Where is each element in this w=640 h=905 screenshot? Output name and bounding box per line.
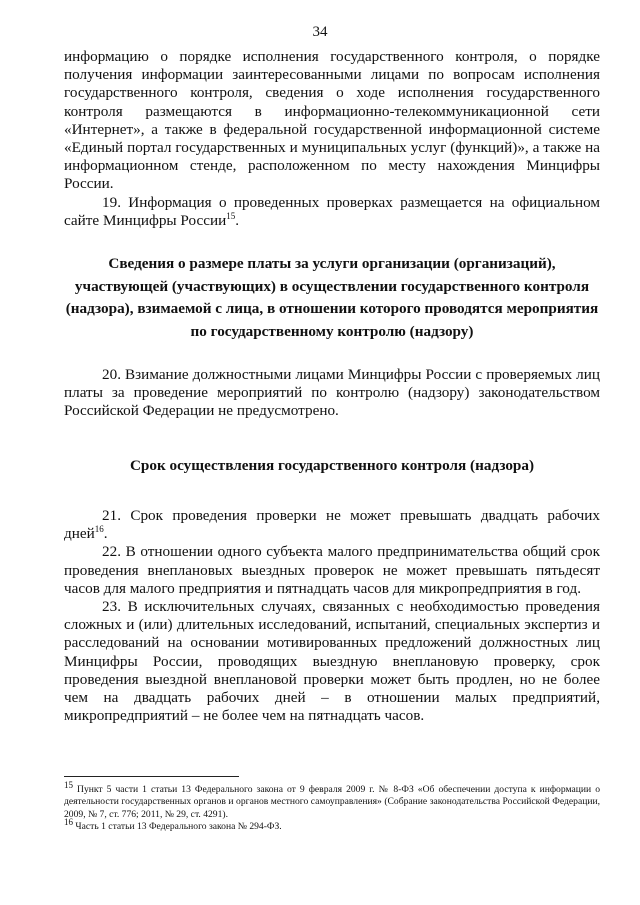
paragraph-22: 22. В отношении одного субъекта малого предпринимательства общий срок проведения внеплановых выездных проверок не может превышать пятьдесят часов для малого предприятия и пятнадцать часов для микропредприятия в год. <box>64 543 600 597</box>
section-heading-fees: Сведения о размере платы за услуги организации (организаций), участвующей (участвующих) в осуществлении государственного контроля (надзора), взимаемой с лица, в отношении которого проводятся мероприятия по государственному контролю (надзору) <box>65 255 599 340</box>
footnote-ref-15: 15 <box>226 210 236 221</box>
footnote-divider <box>64 776 239 777</box>
footnote-15: $^{15}$ Пункт 5 части 1 статьи 13 Федерального закона от 9 февраля 2009 г. № 8-ФЗ «Об обеспечении доступа к информации о деятельности государственных органов и органов местного самоуправления» (Собрание законодательства Российской Федерации, 2009, № 7, ст. 776; 2011, № 29, ст. 4291). <box>64 779 600 820</box>
page-number: 34 <box>312 24 328 40</box>
paragraph-continued: информацию о порядке исполнения государственного контроля, о порядке получения информации заинтересованными лицами по вопросам исполнения государственного контроля, сведения о ходе исполнения государственного контроля размещаются в информационно-телекоммуникационной сети «Интернет», а также в федеральной государственной информационной системе «Единый портал государственных и муниципальных услуг (функций)», а также на информационном стенде, расположенном по месту нахождения Минцифры России. <box>64 48 600 193</box>
paragraph-21: 21. Срок проведения проверки не может превышать двадцать рабочих дней$^{16}$. <box>64 507 600 543</box>
footnotes <box>64 779 600 834</box>
footnote-16: $^{16}$ Часть 1 статьи 13 Федерального закона № 294-ФЗ. <box>64 817 282 833</box>
paragraph-23: 23. В исключительных случаях, связанных с необходимостью проведения сложных и (или) длительных исследований, испытаний, специальных экспертиз и расследований на основании мотивированных предложений должностных лиц Минцифры России, проводящих выездную внеплановую проверку, срок проведения выездной внеплановой проверки может быть продлен, но не более чем на двадцать рабочих дней – в отношении малых предприятий, микропредприятий – не более чем на пятнадцать часов. <box>64 598 600 725</box>
text-block-bottom <box>64 507 600 725</box>
paragraph-19: 19. Информация о проведенных проверках размещается на официальном сайте Минцифры России$^{15}$. <box>64 193 600 229</box>
paragraph-20: 20. Взимание должностными лицами Минцифры России с проверяемых лиц платы за проведение мероприятий по контролю (надзору) законодательством Российской Федерации не предусмотрено. <box>64 366 600 420</box>
section-heading-term: Срок осуществления государственного контроля (надзора) <box>129 457 535 474</box>
footnote-ref-16: 16 <box>94 524 104 535</box>
text-block-top <box>64 48 600 230</box>
text-block-middle <box>64 366 600 421</box>
